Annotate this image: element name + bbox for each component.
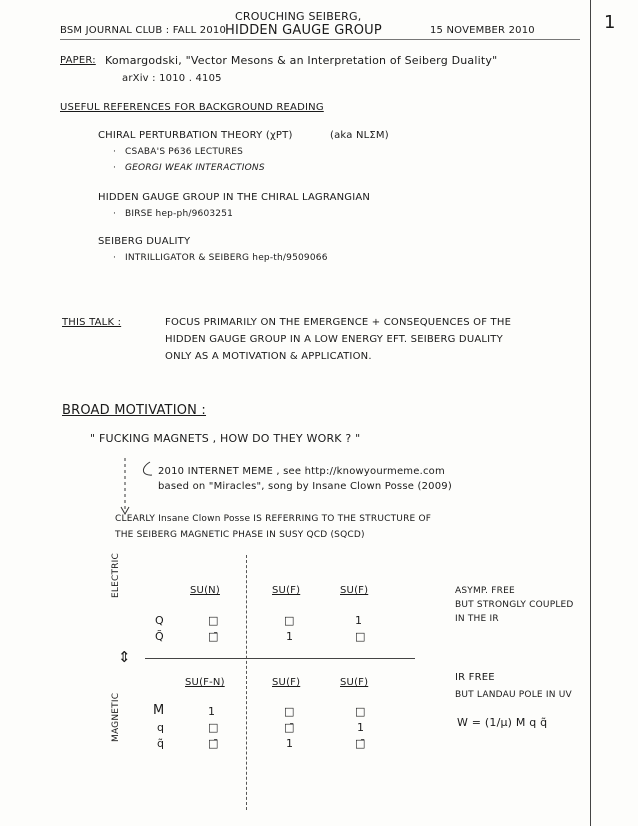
magnetic-header-3: SU(F) bbox=[340, 677, 369, 688]
magnetic-cell: 1 bbox=[357, 721, 365, 734]
arxiv-number: arXiv : 1010 . 4105 bbox=[122, 73, 222, 84]
magnetic-label: MAGNETIC bbox=[111, 692, 121, 742]
electric-note-3: IN THE IR bbox=[455, 614, 499, 624]
clearly-line-1: CLEARLY Insane Clown Posse IS REFERRING TO THE STRUCTURE OF bbox=[115, 514, 432, 524]
talk-line-3: ONLY AS A MOTIVATION & APPLICATION. bbox=[165, 351, 372, 362]
meme-note-line-1: 2010 INTERNET MEME , see http://knowyourmeme.com bbox=[158, 466, 445, 477]
magnetic-cell: □̄ bbox=[284, 721, 295, 734]
title-line-2: HIDDEN GAUGE GROUP bbox=[225, 23, 382, 38]
talk-line-1: FOCUS PRIMARILY ON THE EMERGENCE + CONSEQUENCES OF THE bbox=[165, 317, 512, 328]
chiral-item-1: CSABA'S P636 LECTURES bbox=[125, 147, 244, 157]
clearly-line-2: THE SEIBERG MAGNETIC PHASE IN SUSY QCD (SQCD) bbox=[115, 530, 365, 540]
magnetic-header-2: SU(F) bbox=[272, 677, 301, 688]
bullet: · bbox=[113, 209, 117, 219]
electric-field-Qtilde: Q̃ bbox=[155, 630, 164, 643]
electric-note-2: BUT STRONGLY COUPLED bbox=[455, 600, 574, 610]
magnetic-cell: 1 bbox=[286, 737, 294, 750]
this-talk-label: THIS TALK : bbox=[62, 317, 122, 328]
electric-note-1: ASYMP. FREE bbox=[455, 586, 515, 596]
paper-label: PAPER: bbox=[60, 55, 96, 66]
magnetic-cell: □ bbox=[208, 721, 219, 734]
electric-header-1: SU(N) bbox=[190, 585, 220, 596]
electric-cell: 1 bbox=[355, 614, 363, 627]
talk-line-2: HIDDEN GAUGE GROUP IN A LOW ENERGY EFT. SEIBERG DUALITY bbox=[165, 334, 503, 345]
electric-cell: □ bbox=[284, 614, 295, 627]
magnetic-field-M: M bbox=[153, 703, 165, 718]
chiral-reference-title: CHIRAL PERTURBATION THEORY (χPT) bbox=[98, 130, 293, 141]
seiberg-item-1: INTRILLIGATOR & SEIBERG hep-th/9509066 bbox=[125, 253, 328, 263]
table-divider-horizontal bbox=[145, 658, 415, 659]
magnetic-cell: 1 bbox=[208, 705, 216, 718]
bullet: · bbox=[113, 253, 117, 263]
references-heading: USEFUL REFERENCES FOR BACKGROUND READING bbox=[60, 102, 324, 113]
table-divider-vertical bbox=[246, 555, 247, 810]
electric-header-2: SU(F) bbox=[272, 585, 301, 596]
seiberg-reference-title: SEIBERG DUALITY bbox=[98, 236, 191, 247]
magnetic-cell: □̄ bbox=[355, 737, 366, 750]
journal-club-label: BSM JOURNAL CLUB : FALL 2010 bbox=[60, 25, 227, 36]
meme-note-line-2: based on "Miracles", song by Insane Clown Posse (2009) bbox=[158, 481, 452, 492]
magnetic-header-1: SU(F-N) bbox=[185, 677, 225, 688]
electric-header-3: SU(F) bbox=[340, 585, 369, 596]
magnetic-cell: □̄ bbox=[208, 737, 219, 750]
magnetic-cell: □ bbox=[284, 705, 295, 718]
hidden-reference-title: HIDDEN GAUGE GROUP IN THE CHIRAL LAGRANGIAN bbox=[98, 192, 371, 203]
superpotential: W = (1/μ) M q q̃ bbox=[457, 716, 548, 729]
bullet: · bbox=[113, 163, 117, 173]
magnetic-cell: □ bbox=[355, 705, 366, 718]
electric-label: ELECTRIC bbox=[111, 553, 121, 598]
chiral-aka: (aka NLΣM) bbox=[330, 130, 389, 141]
magnetic-note-1: IR FREE bbox=[455, 672, 495, 683]
electric-field-Q: Q bbox=[155, 614, 164, 627]
electric-cell: □ bbox=[355, 630, 366, 643]
magnetic-field-q: q bbox=[157, 721, 165, 734]
electric-cell: □ bbox=[208, 614, 219, 627]
magnetic-field-qtilde: q̃ bbox=[157, 737, 165, 750]
date-label: 15 NOVEMBER 2010 bbox=[430, 25, 535, 36]
meme-quote: " FUCKING MAGNETS , HOW DO THEY WORK ? " bbox=[90, 432, 361, 445]
bullet: · bbox=[113, 147, 117, 157]
motivation-heading: BROAD MOTIVATION : bbox=[62, 403, 207, 418]
electric-cell: □̄ bbox=[208, 630, 219, 643]
electric-cell: 1 bbox=[286, 630, 294, 643]
magnetic-note-2: BUT LANDAU POLE IN UV bbox=[455, 690, 572, 700]
paper-citation: Komargodski, "Vector Mesons & an Interpretation of Seiberg Duality" bbox=[105, 54, 498, 67]
page-number: 1 bbox=[604, 12, 616, 33]
title-line-1: CROUCHING SEIBERG, bbox=[235, 10, 362, 23]
duality-arrow-icon: ⇕ bbox=[118, 648, 131, 666]
hidden-item-1: BIRSE hep-ph/9603251 bbox=[125, 209, 234, 219]
chiral-item-2: GEORGI WEAK INTERACTIONS bbox=[125, 163, 265, 173]
